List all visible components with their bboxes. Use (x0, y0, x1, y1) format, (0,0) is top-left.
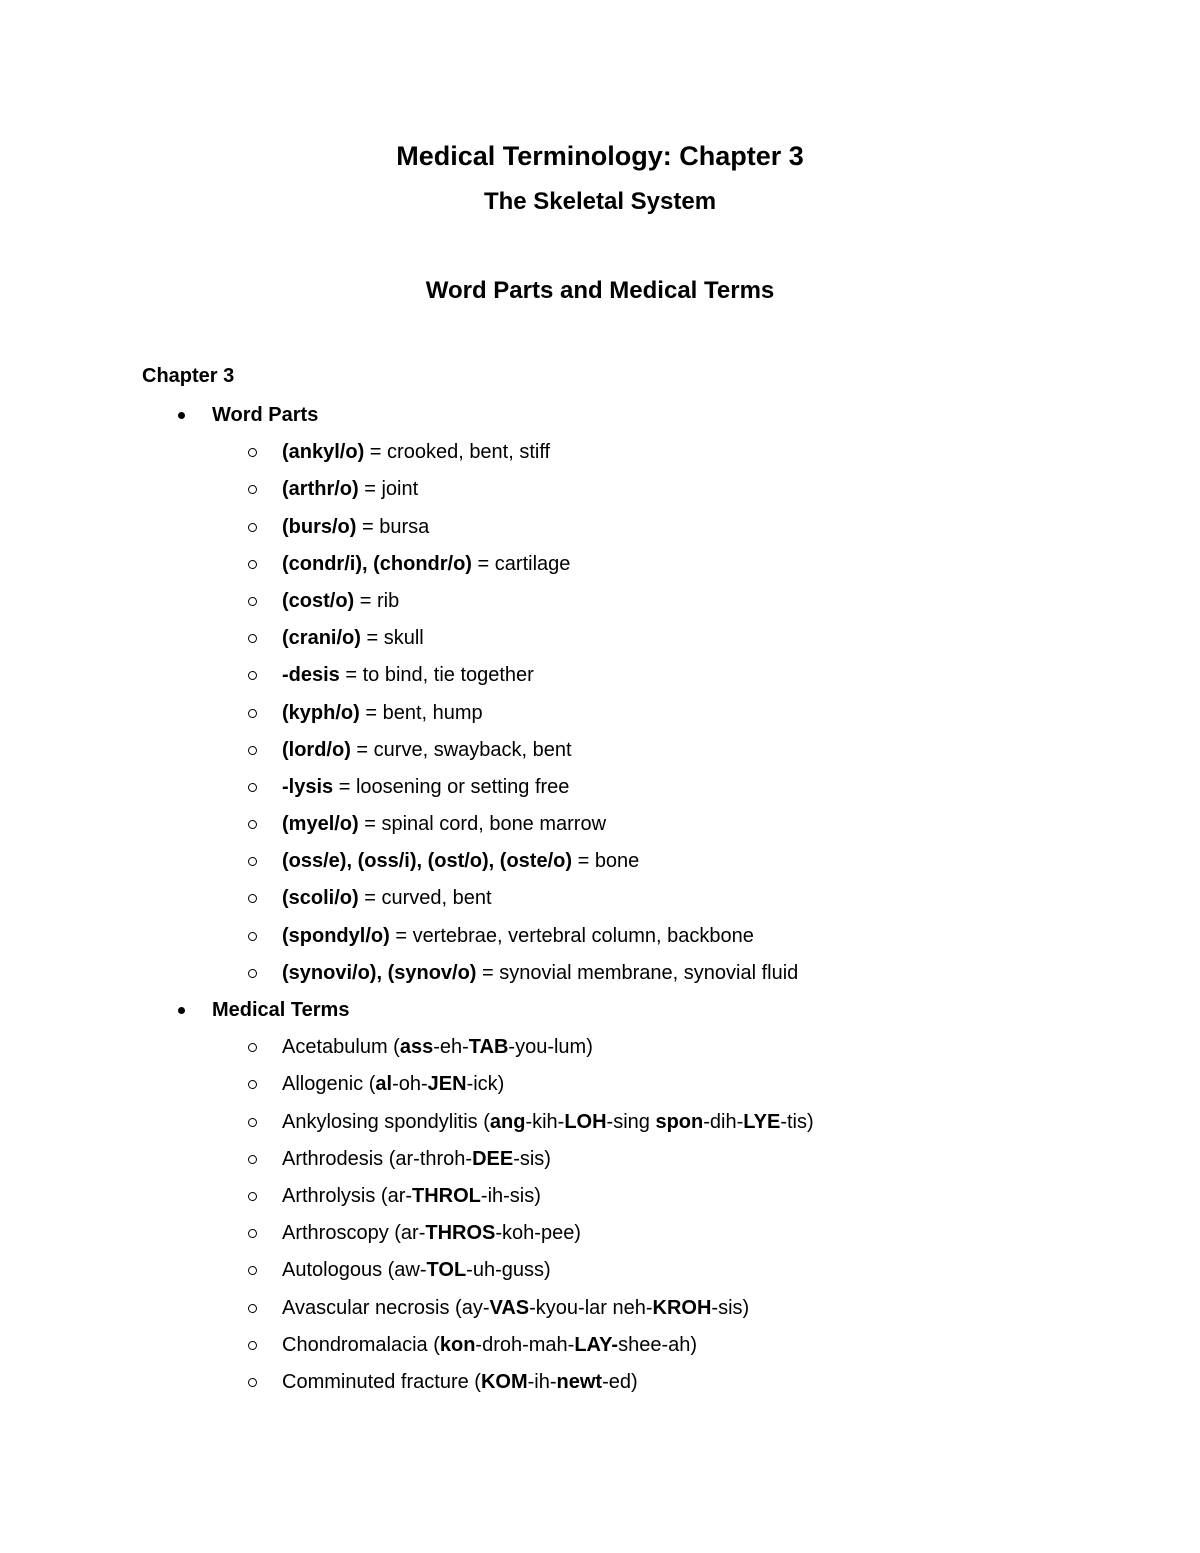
term-text: Autologous (aw- (282, 1259, 427, 1282)
equals-separator: = (471, 552, 495, 575)
equals-separator: = (364, 441, 388, 464)
equals-separator: = (360, 627, 384, 650)
stressed-syllable: LYE (743, 1110, 781, 1133)
term-text: -koh-pee) (495, 1222, 581, 1245)
equals-separator: = (389, 924, 413, 947)
medical-terms-section (175, 995, 1155, 1404)
word-part-term: (spondyl/o) (282, 924, 390, 947)
equals-separator: = (333, 775, 356, 798)
word-parts-section (175, 400, 1155, 995)
equals-separator: = (359, 701, 383, 724)
word-part-definition: curve, swayback, bent (373, 738, 572, 761)
word-part-term: (myel/o) (282, 813, 359, 836)
term-text: Ankylosing spondylitis ( (282, 1110, 490, 1133)
medical-term-item (175, 1218, 1155, 1255)
document-title: Medical Terminology: Chapter 3 (396, 141, 804, 171)
term-text: -dih- (703, 1110, 744, 1133)
medical-term-item (175, 1367, 1155, 1404)
equals-separator: = (358, 813, 382, 836)
word-part-item (175, 474, 1155, 511)
stressed-syllable: KROH (652, 1296, 712, 1319)
stressed-syllable: LOH (564, 1110, 607, 1133)
term-text: Chondromalacia ( (282, 1333, 440, 1356)
term-text: -oh- (392, 1073, 428, 1096)
word-part-definition: curved, bent (381, 887, 492, 910)
word-part-item (175, 809, 1155, 846)
medical-term-item (175, 1330, 1155, 1367)
equals-separator: = (358, 887, 382, 910)
term-text: -ick) (466, 1073, 505, 1096)
stressed-syllable: kon (439, 1333, 476, 1356)
word-part-term: (cost/o) (282, 589, 355, 612)
word-part-definition: skull (383, 627, 424, 650)
equals-separator: = (354, 589, 378, 612)
word-part-definition: rib (377, 589, 400, 612)
word-parts-heading: Word Parts (175, 400, 1155, 437)
stressed-syllable: DEE (472, 1147, 514, 1170)
outline-list (175, 400, 1155, 1404)
word-part-term: -desis (282, 664, 340, 687)
term-text: -kyou-lar neh- (529, 1296, 653, 1319)
medical-term-item (175, 1144, 1155, 1181)
section-title: Word Parts and Medical Terms (425, 277, 775, 304)
word-part-item (175, 549, 1155, 586)
word-part-term: (arthr/o) (282, 478, 359, 501)
term-text: -droh-mah- (475, 1333, 575, 1356)
stressed-syllable: VAS (489, 1296, 530, 1319)
chapter-label: Chapter 3 (142, 365, 235, 387)
word-part-definition: joint (381, 478, 419, 501)
word-part-item (175, 512, 1155, 549)
term-text: -ih- (527, 1370, 557, 1393)
equals-separator: = (358, 478, 382, 501)
word-part-item (175, 921, 1155, 958)
word-part-term: (ankyl/o) (282, 441, 365, 464)
term-text: -sis) (513, 1147, 551, 1170)
word-part-item (175, 846, 1155, 883)
term-text: -tis) (780, 1110, 814, 1133)
term-text: -sing (606, 1110, 656, 1133)
stressed-syllable: LAY- (574, 1333, 619, 1356)
stressed-syllable: newt (556, 1370, 603, 1393)
stressed-syllable: ass (399, 1036, 434, 1059)
medical-term-item (175, 1032, 1155, 1069)
word-part-item (175, 660, 1155, 697)
term-text: Avascular necrosis (ay- (282, 1296, 490, 1319)
medical-terms-list (175, 1032, 1155, 1404)
term-text: Comminuted fracture ( (282, 1370, 481, 1393)
word-part-definition: crooked, bent, stiff (387, 441, 551, 464)
stressed-syllable: THROS (425, 1222, 496, 1245)
stressed-syllable: al (375, 1073, 393, 1096)
term-text: -ih-sis) (480, 1184, 541, 1207)
stressed-syllable: JEN (427, 1073, 467, 1096)
stressed-syllable: ang (489, 1110, 526, 1133)
medical-terms-heading: Medical Terms (175, 995, 1155, 1032)
word-part-definition: vertebrae, vertebral column, backbone (412, 924, 754, 947)
term-text: shee-ah) (618, 1333, 698, 1356)
stressed-syllable: TOL (426, 1259, 467, 1282)
word-part-item (175, 623, 1155, 660)
term-text: Acetabulum ( (282, 1036, 400, 1059)
word-part-definition: cartilage (494, 552, 571, 575)
medical-term-item (175, 1069, 1155, 1106)
word-part-item (175, 883, 1155, 920)
document-subtitle: The Skeletal System (483, 188, 717, 215)
equals-separator: = (572, 850, 595, 873)
word-part-term: (lord/o) (282, 738, 351, 761)
word-part-item (175, 735, 1155, 772)
term-text: -you-lum) (508, 1036, 593, 1059)
stressed-syllable: spon (655, 1110, 704, 1133)
equals-separator: = (476, 961, 500, 984)
word-part-term: (kyph/o) (282, 701, 360, 724)
word-part-term: (burs/o) (282, 515, 357, 538)
word-part-item (175, 437, 1155, 474)
stressed-syllable: TAB (468, 1036, 509, 1059)
word-part-definition: to bind, tie together (362, 664, 534, 687)
word-part-term: -lysis (282, 775, 334, 798)
word-part-term: (scoli/o) (282, 887, 359, 910)
word-part-term: (crani/o) (282, 627, 361, 650)
term-text: -ed) (602, 1370, 638, 1393)
term-text: Arthrodesis (ar-throh- (282, 1147, 473, 1170)
term-text: Arthroscopy (ar- (282, 1222, 426, 1245)
word-part-item (175, 698, 1155, 735)
equals-separator: = (339, 664, 363, 687)
word-part-definition: bursa (379, 515, 430, 538)
term-text: Allogenic ( (282, 1073, 376, 1096)
word-part-definition: loosening or setting free (355, 775, 570, 798)
word-part-item (175, 586, 1155, 623)
term-text: -eh- (433, 1036, 469, 1059)
term-text: -uh-guss) (466, 1259, 551, 1282)
stressed-syllable: THROL (412, 1184, 481, 1207)
term-text: Arthrolysis (ar- (282, 1184, 413, 1207)
word-part-item (175, 958, 1155, 995)
word-part-definition: bone (594, 850, 640, 873)
word-part-definition: spinal cord, bone marrow (381, 813, 607, 836)
word-part-term: (condr/i), (chondr/o) (282, 552, 472, 575)
term-text: -sis) (711, 1296, 750, 1319)
equals-separator: = (356, 515, 380, 538)
medical-term-item (175, 1107, 1155, 1144)
word-part-definition: synovial membrane, synovial fluid (499, 961, 799, 984)
stressed-syllable: KOM (480, 1370, 528, 1393)
term-text: -kih- (525, 1110, 565, 1133)
word-parts-list (175, 437, 1155, 995)
medical-term-item (175, 1255, 1155, 1292)
word-part-definition: bent, hump (382, 701, 483, 724)
word-part-item (175, 772, 1155, 809)
word-part-term: (synovi/o), (synov/o) (282, 961, 477, 984)
medical-term-item (175, 1181, 1155, 1218)
equals-separator: = (350, 738, 374, 761)
word-part-term: (oss/e), (oss/i), (ost/o), (oste/o) (282, 850, 573, 873)
medical-term-item (175, 1293, 1155, 1330)
